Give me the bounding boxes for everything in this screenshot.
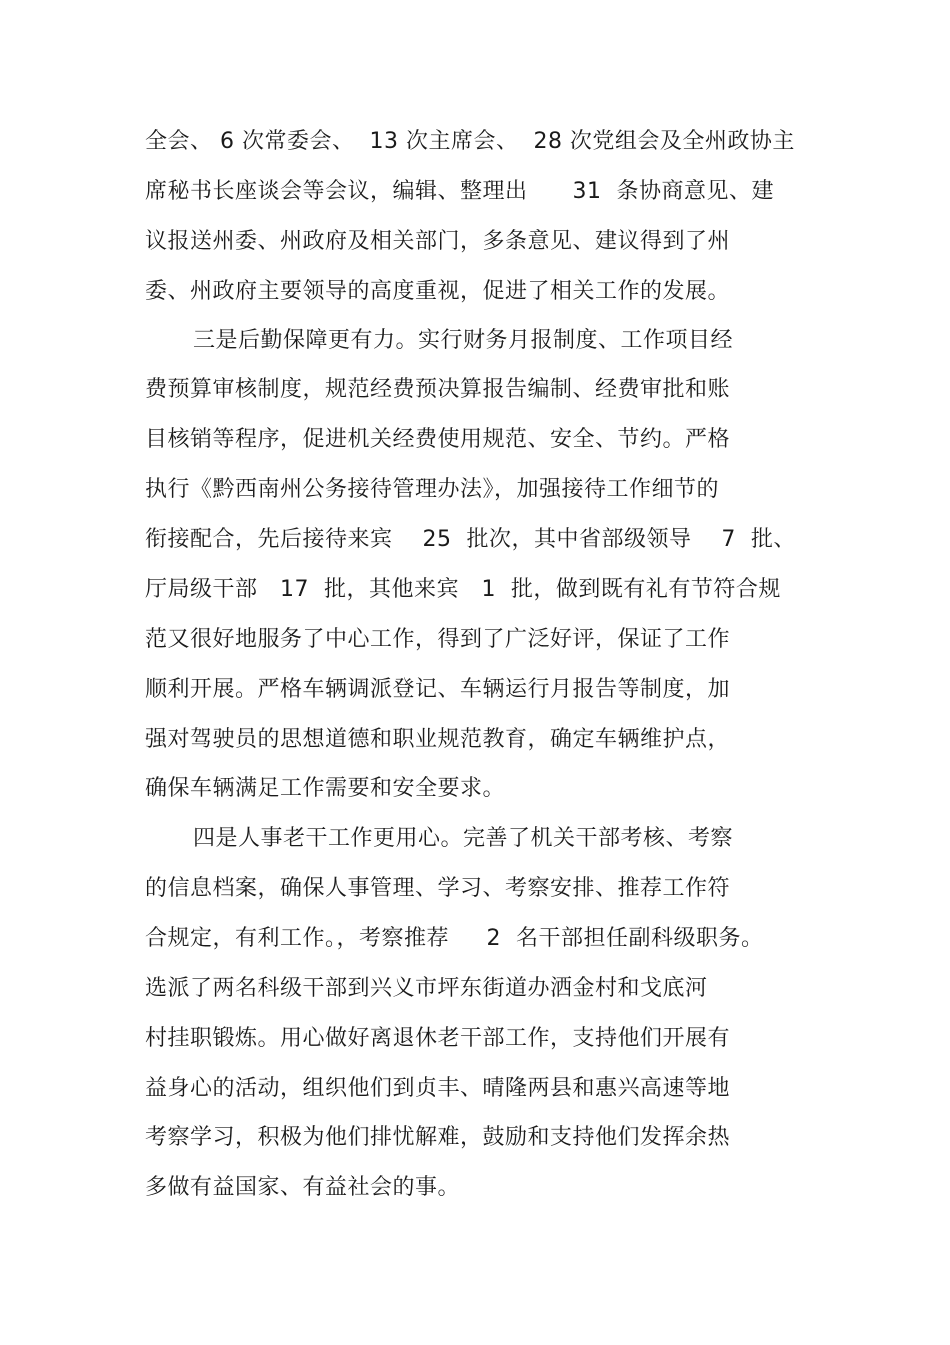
text-line: 厅局级干部 17 批，其他来宾 1 批，做到既有礼有节符合规 bbox=[145, 577, 781, 602]
paragraph-start-line: 四是人事老干工作更用心。完善了机关干部考核、考察 bbox=[193, 826, 734, 851]
text-line: 议报送州委、州政府及相关部门，多条意见、建议得到了州 bbox=[145, 229, 731, 254]
text-line: 的信息档案，确保人事管理、学习、考察安排、推荐工作符 bbox=[145, 876, 731, 901]
text-line: 强对驾驶员的思想道德和职业规范教育，确定车辆维护点， bbox=[145, 727, 731, 752]
text-line: 选派了两名科级干部到兴义市坪东街道办洒金村和戈底河 bbox=[145, 976, 708, 1001]
text-line: 委、州政府主要领导的高度重视，促进了相关工作的发展。 bbox=[145, 279, 731, 304]
text-line: 合规定，有利工作。，考察推荐 2 名干部担任副科级职务。 bbox=[145, 926, 764, 951]
paragraph-start-line: 三是后勤保障更有力。实行财务月报制度、工作项目经 bbox=[193, 328, 734, 353]
text-line: 费预算审核制度，规范经费预决算报告编制、经费审批和账 bbox=[145, 377, 731, 402]
text-line: 多做有益国家、有益社会的事。 bbox=[145, 1175, 461, 1200]
text-line: 考察学习，积极为他们排忧解难，鼓励和支持他们发挥余热 bbox=[145, 1125, 731, 1150]
text-line: 顺利开展。严格车辆调派登记、车辆运行月报告等制度，加 bbox=[145, 677, 731, 702]
text-line: 席秘书长座谈会等会议，编辑、整理出 31 条协商意见、建 bbox=[145, 179, 774, 204]
text-line: 衔接配合，先后接待来宾 25 批次，其中省部级领导 7 批、 bbox=[145, 527, 796, 552]
text-line: 全会、 6 次常委会、 13 次主席会、 28 次党组会及全州政协主 bbox=[145, 129, 795, 154]
text-line: 村挂职锻炼。用心做好离退休老干部工作，支持他们开展有 bbox=[145, 1026, 731, 1051]
text-line: 范又很好地服务了中心工作，得到了广泛好评，保证了工作 bbox=[145, 627, 731, 652]
text-line: 益身心的活动，组织他们到贞丰、晴隆两县和惠兴高速等地 bbox=[145, 1076, 731, 1101]
text-line: 目核销等程序，促进机关经费使用规范、安全、节约。严格 bbox=[145, 427, 731, 452]
text-line: 执行《黔西南州公务接待管理办法》，加强接待工作细节的 bbox=[145, 477, 720, 502]
text-line: 确保车辆满足工作需要和安全要求。 bbox=[145, 776, 506, 801]
